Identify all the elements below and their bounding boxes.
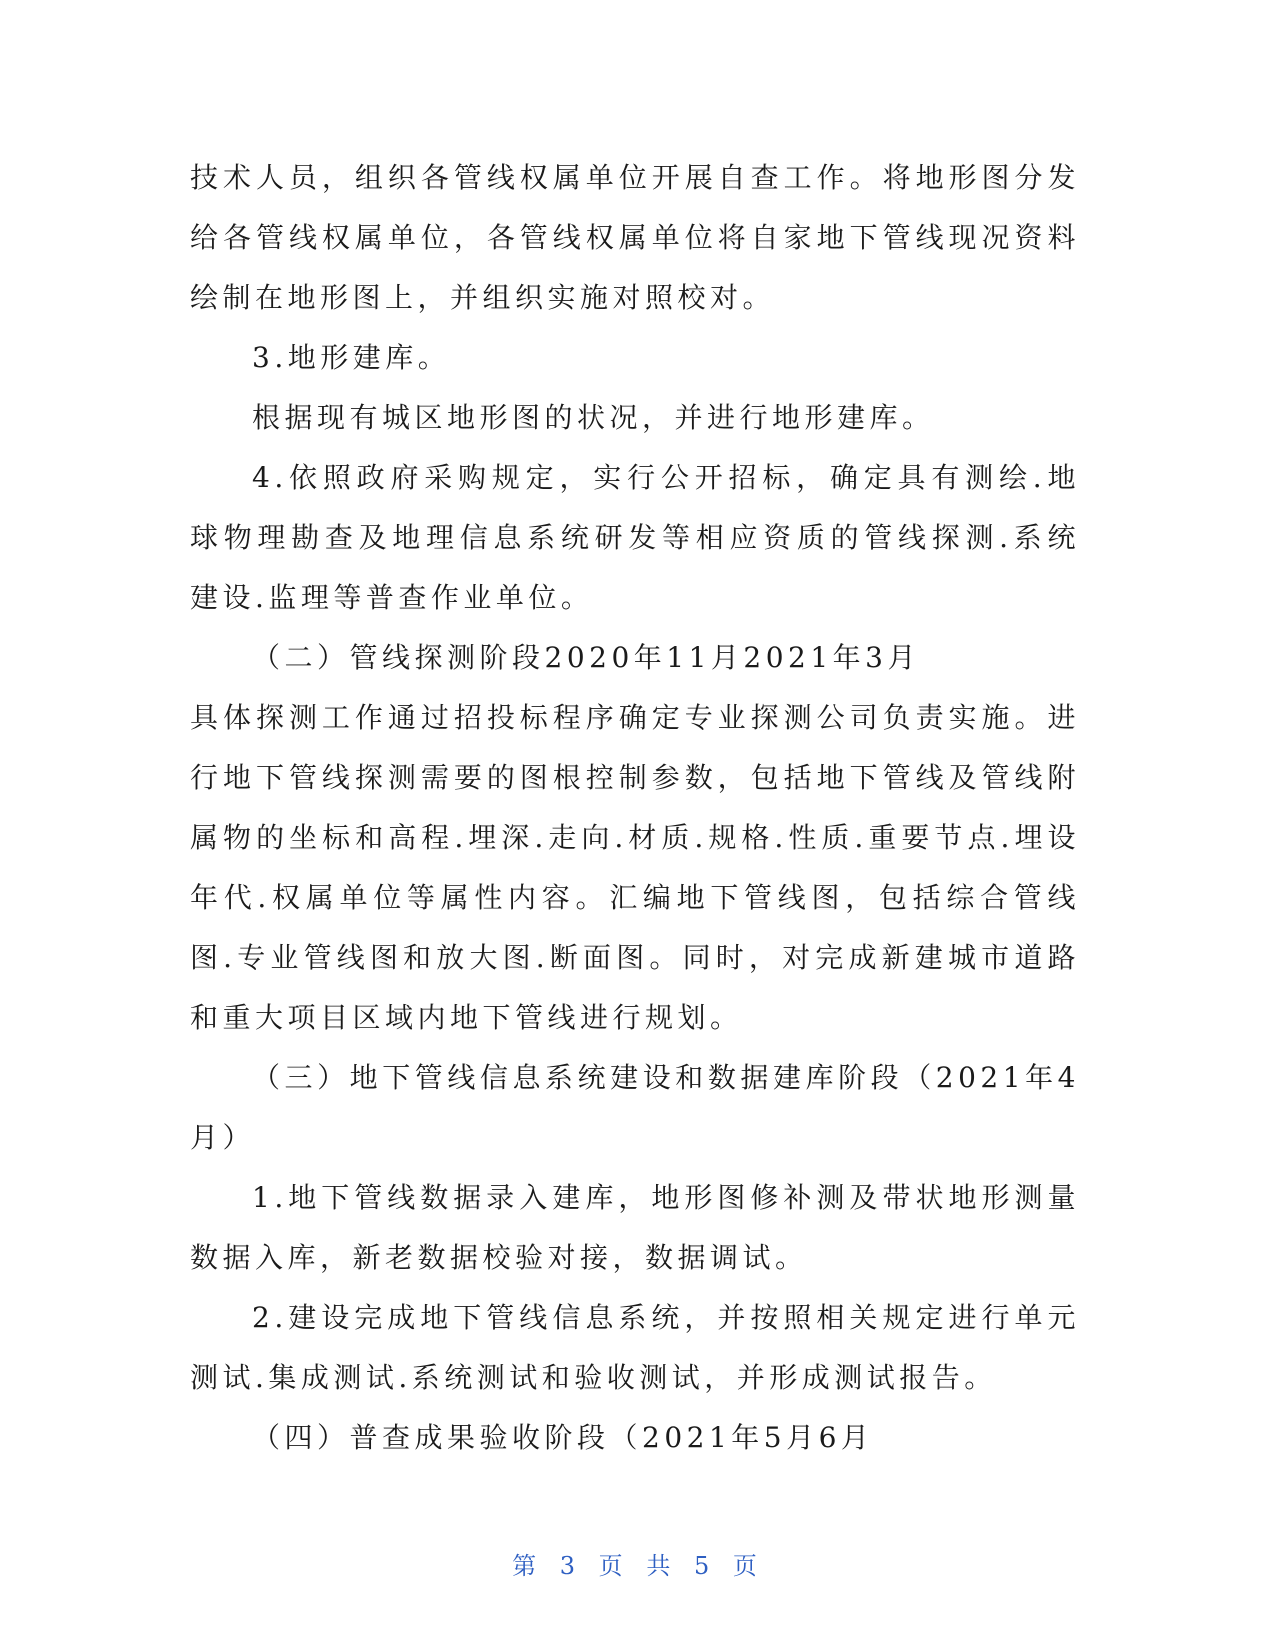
page-footer — [0, 1546, 1275, 1581]
paragraph-4: 4.依照政府采购规定，实行公开招标，确定具有测绘.地球物理勘查及地理信息系统研发等相应资质的管线探测.系统建设.监理等普查作业单位。 — [190, 461, 1080, 614]
section-heading-3: （三）地下管线信息系统建设和数据建库阶段（2021年4月） — [190, 1061, 1080, 1154]
footer-label-ye: 页 — [598, 1552, 629, 1580]
footer-page-current: 3 — [559, 1552, 582, 1580]
footer-page-total: 5 — [693, 1552, 716, 1580]
paragraph-7: 2.建设完成地下管线信息系统，并按照相关规定进行单元测试.集成测试.系统测试和验收测试，并形成测试报告。 — [190, 1301, 1080, 1394]
paragraph-1: 技术人员，组织各管线权属单位开展自查工作。将地形图分发给各管线权属单位，各管线权属单位将自家地下管线现况资料绘制在地形图上，并组织实施对照校对。 — [190, 161, 1080, 314]
paragraph-3: 根据现有城区地形图的状况，并进行地形建库。 — [252, 401, 935, 434]
paragraph-2: 3.地形建库。 — [252, 341, 451, 374]
footer-label-ye2: 页 — [732, 1552, 763, 1580]
document-body — [190, 148, 1080, 1468]
footer-label-gong: 共 — [646, 1552, 677, 1580]
section-heading-2: （二）管线探测阶段2020年11月2021年3月 — [252, 641, 920, 674]
footer-label-di: 第 — [512, 1552, 543, 1580]
paragraph-5: 具体探测工作通过招投标程序确定专业探测公司负责实施。进行地下管线探测需要的图根控制参数，包括地下管线及管线附属物的坐标和高程.埋深.走向.材质.规格.性质.重要节点.埋设年代.权属单位等属性内容。汇编地下管线图，包括综合管线图.专业管线图和放大图.断面图。同时，对完成新建城市道路和重大项目区域内地下管线进行规划。 — [190, 701, 1080, 1034]
paragraph-6: 1.地下管线数据录入建库，地形图修补测及带状地形测量数据入库，新老数据校验对接，数据调试。 — [190, 1181, 1080, 1274]
section-heading-4: （四）普查成果验收阶段（2021年5月6月 — [252, 1421, 874, 1454]
